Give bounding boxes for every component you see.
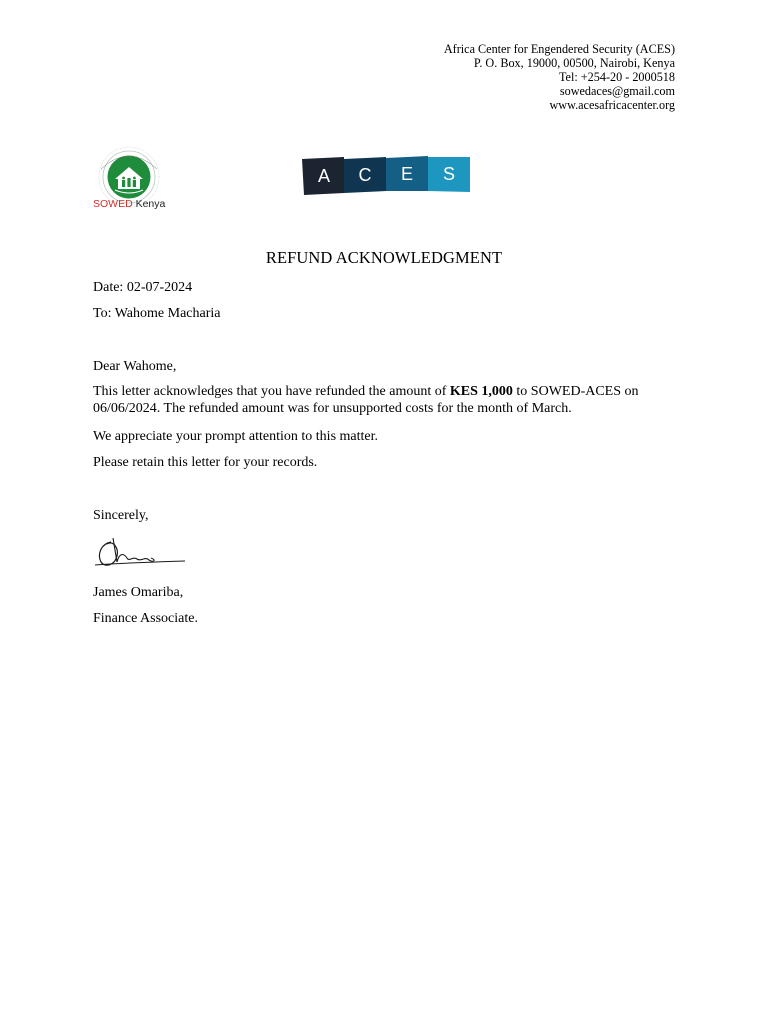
- signatory-role: Finance Associate.: [93, 611, 198, 626]
- aces-logo: [300, 155, 472, 197]
- org-email: sowedaces@gmail.com: [559, 84, 675, 98]
- refund-amount: KES 1,000: [449, 384, 513, 399]
- aces-letter-c: C: [358, 165, 372, 185]
- sowed-kenya-caption: [93, 198, 165, 210]
- appreciation-line: We appreciate your prompt attention to this matter.: [93, 429, 379, 444]
- aces-letter-e: E: [400, 164, 414, 184]
- closing: Sincerely,: [93, 508, 149, 523]
- retain-records-line: Please retain this letter for your records.: [93, 455, 318, 470]
- body-text-part2: to SOWED-ACES on 06/06/2024. The refunded amount was for unsupported costs for the month of March.: [93, 384, 639, 416]
- handwritten-signature: [93, 532, 188, 572]
- org-website: www.acesafricacenter.org: [549, 98, 675, 112]
- aces-letter-a: A: [317, 166, 331, 186]
- sowed-word: SOWED: [93, 198, 133, 210]
- org-phone: Tel: +254-20 - 2000518: [558, 70, 675, 84]
- body-paragraph: [93, 383, 673, 417]
- recipient-line: To: Wahome Macharia: [93, 306, 221, 321]
- letterhead: [444, 42, 675, 112]
- org-address: P. O. Box, 19000, 00500, Nairobi, Kenya: [473, 56, 675, 70]
- document-title: REFUND ACKNOWLEDGMENT: [265, 248, 503, 267]
- body-text-part1: This letter acknowledges that you have refunded the amount of: [93, 384, 450, 399]
- signatory-name: James Omariba,: [93, 585, 184, 600]
- aces-letter-s: S: [442, 164, 456, 184]
- salutation: Dear Wahome,: [93, 359, 177, 374]
- org-name: Africa Center for Engendered Security (ACES): [443, 42, 675, 56]
- kenya-word: Kenya: [132, 198, 166, 210]
- date-line: Date: 02-07-2024: [93, 280, 193, 295]
